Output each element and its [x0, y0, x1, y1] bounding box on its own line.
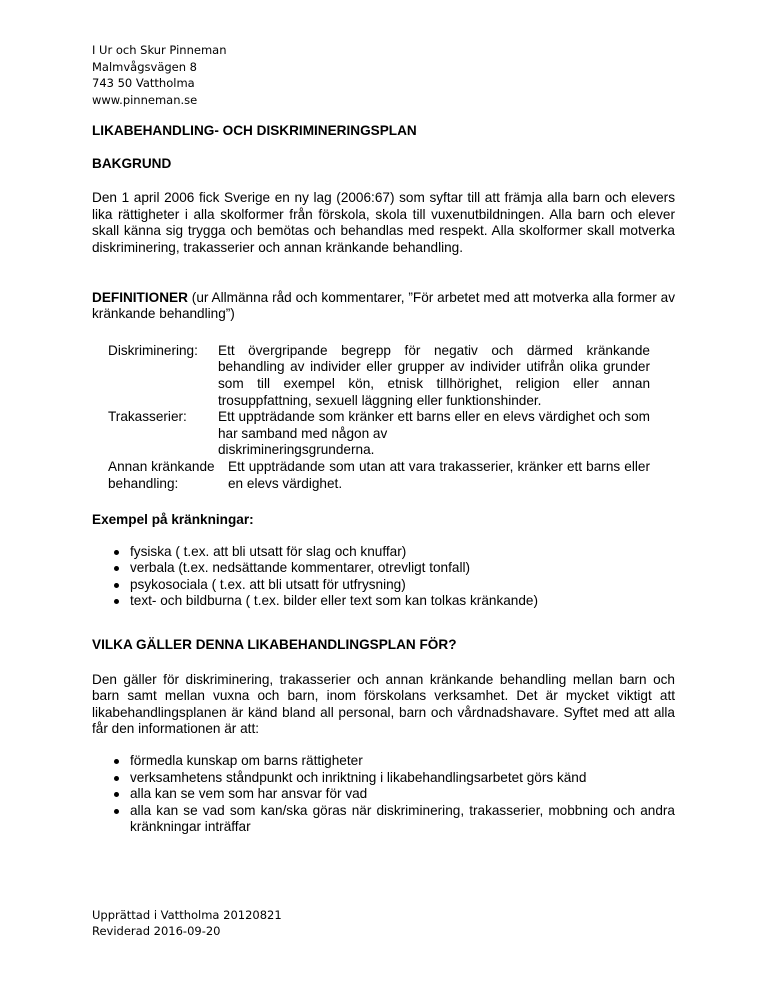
definition-description: Ett uppträdande som kränker ett barns eller en elevs värdighet och som har samband med någon av	[218, 409, 650, 441]
document-body	[92, 123, 675, 836]
bullet-icon	[114, 599, 119, 604]
definition-term: Diskriminering:	[108, 342, 198, 358]
definitions-intro	[92, 290, 675, 323]
bullet-icon	[114, 566, 119, 571]
scope-purpose-list	[92, 753, 675, 836]
created-date: Upprättad i Vattholma 20120821	[92, 908, 282, 922]
bullet-icon	[114, 776, 119, 781]
list-item: alla kan se vad som kan/ska göras när diskriminering, trakasserier, mobbning och andra kränkningar inträffar	[92, 803, 675, 836]
revised-date: Reviderad 2016-09-20	[92, 924, 221, 938]
bullet-icon	[114, 809, 119, 814]
definition-term: Annan kränkande behandling:	[108, 458, 215, 491]
background-heading: BAKGRUND	[92, 155, 172, 171]
examples-heading: Exempel på kränkningar:	[92, 512, 254, 528]
definition-description-end: diskrimineringsgrunderna.	[218, 442, 375, 458]
company-name: I Ur och Skur Pinneman	[92, 43, 227, 57]
list-item: text- och bildburna ( t.ex. bilder eller text som kan tolkas kränkande)	[92, 593, 675, 610]
postal-address: 743 50 Vattholma	[92, 76, 195, 90]
bullet-icon	[114, 583, 119, 588]
definitions-source: (ur Allmänna råd och kommentarer, ”För arbetet med att motverka alla former av kränkande behandling”)	[92, 289, 675, 322]
examples-list	[92, 544, 675, 610]
list-item: psykosociala ( t.ex. att bli utsatt för utfrysning)	[92, 577, 675, 594]
bullet-icon	[114, 759, 119, 764]
definitions-heading: DEFINITIONER	[92, 289, 188, 305]
scope-heading: VILKA GÄLLER DENNA LIKABEHANDLINGSPLAN FÖR?	[92, 637, 457, 653]
letterhead	[92, 42, 227, 108]
list-item: förmedla kunskap om barns rättigheter	[92, 753, 675, 770]
definition-row	[108, 343, 650, 409]
definition-description: Ett uppträdande som utan att vara trakasserier, kränker ett barns eller en elevs värdighet.	[228, 458, 650, 491]
list-item: verbala (t.ex. nedsättande kommentarer, otrevligt tonfall)	[92, 560, 675, 577]
list-item: alla kan se vem som har ansvar för vad	[92, 786, 675, 803]
list-item: verksamhetens ståndpunkt och inriktning i likabehandlingsarbetet görs känd	[92, 770, 675, 787]
definition-row	[108, 459, 650, 492]
street-address: Malmvågsvägen 8	[92, 59, 197, 74]
document-footer	[92, 907, 282, 939]
definition-description: Ett övergripande begrepp för negativ och därmed kränkande behandling av individer eller grupper av individer utifrån olika grunder som till exempel kön, etnisk tillhörighet, religion eller annan trosuppfattning, sexuell läggning eller funktionshinder.	[218, 342, 650, 408]
bullet-icon	[114, 550, 119, 555]
website-link[interactable]: www.pinneman.se	[92, 92, 198, 107]
document-title: LIKABEHANDLING- OCH DISKRIMINERINGSPLAN	[92, 123, 417, 138]
scope-paragraph: Den gäller för diskriminering, trakasserier och annan kränkande behandling mellan barn och barn samt mellan vuxna och barn, inom förskolans verksamhet. Det är mycket viktigt att likabehandlingsplanen är känd bland all personal, barn och vårdnadshavare. Syftet med att alla får den informationen är att:	[92, 671, 675, 737]
definition-row	[108, 409, 650, 459]
background-paragraph: Den 1 april 2006 fick Sverige en ny lag (2006:67) som syftar till att främja alla barn och elevers lika rättigheter i alla skolformer från förskola, skola till vuxenutbildningen. Alla barn och elever skall känna sig trygga och bemötas och behandlas med respekt. Alla skolformer skall motverka diskriminering, trakasserier och annan kränkande behandling.	[92, 190, 675, 255]
list-item: fysiska ( t.ex. att bli utsatt för slag och knuffar)	[92, 544, 675, 561]
definitions-list	[108, 343, 650, 492]
definition-term: Trakasserier:	[108, 409, 187, 425]
bullet-icon	[114, 792, 119, 797]
